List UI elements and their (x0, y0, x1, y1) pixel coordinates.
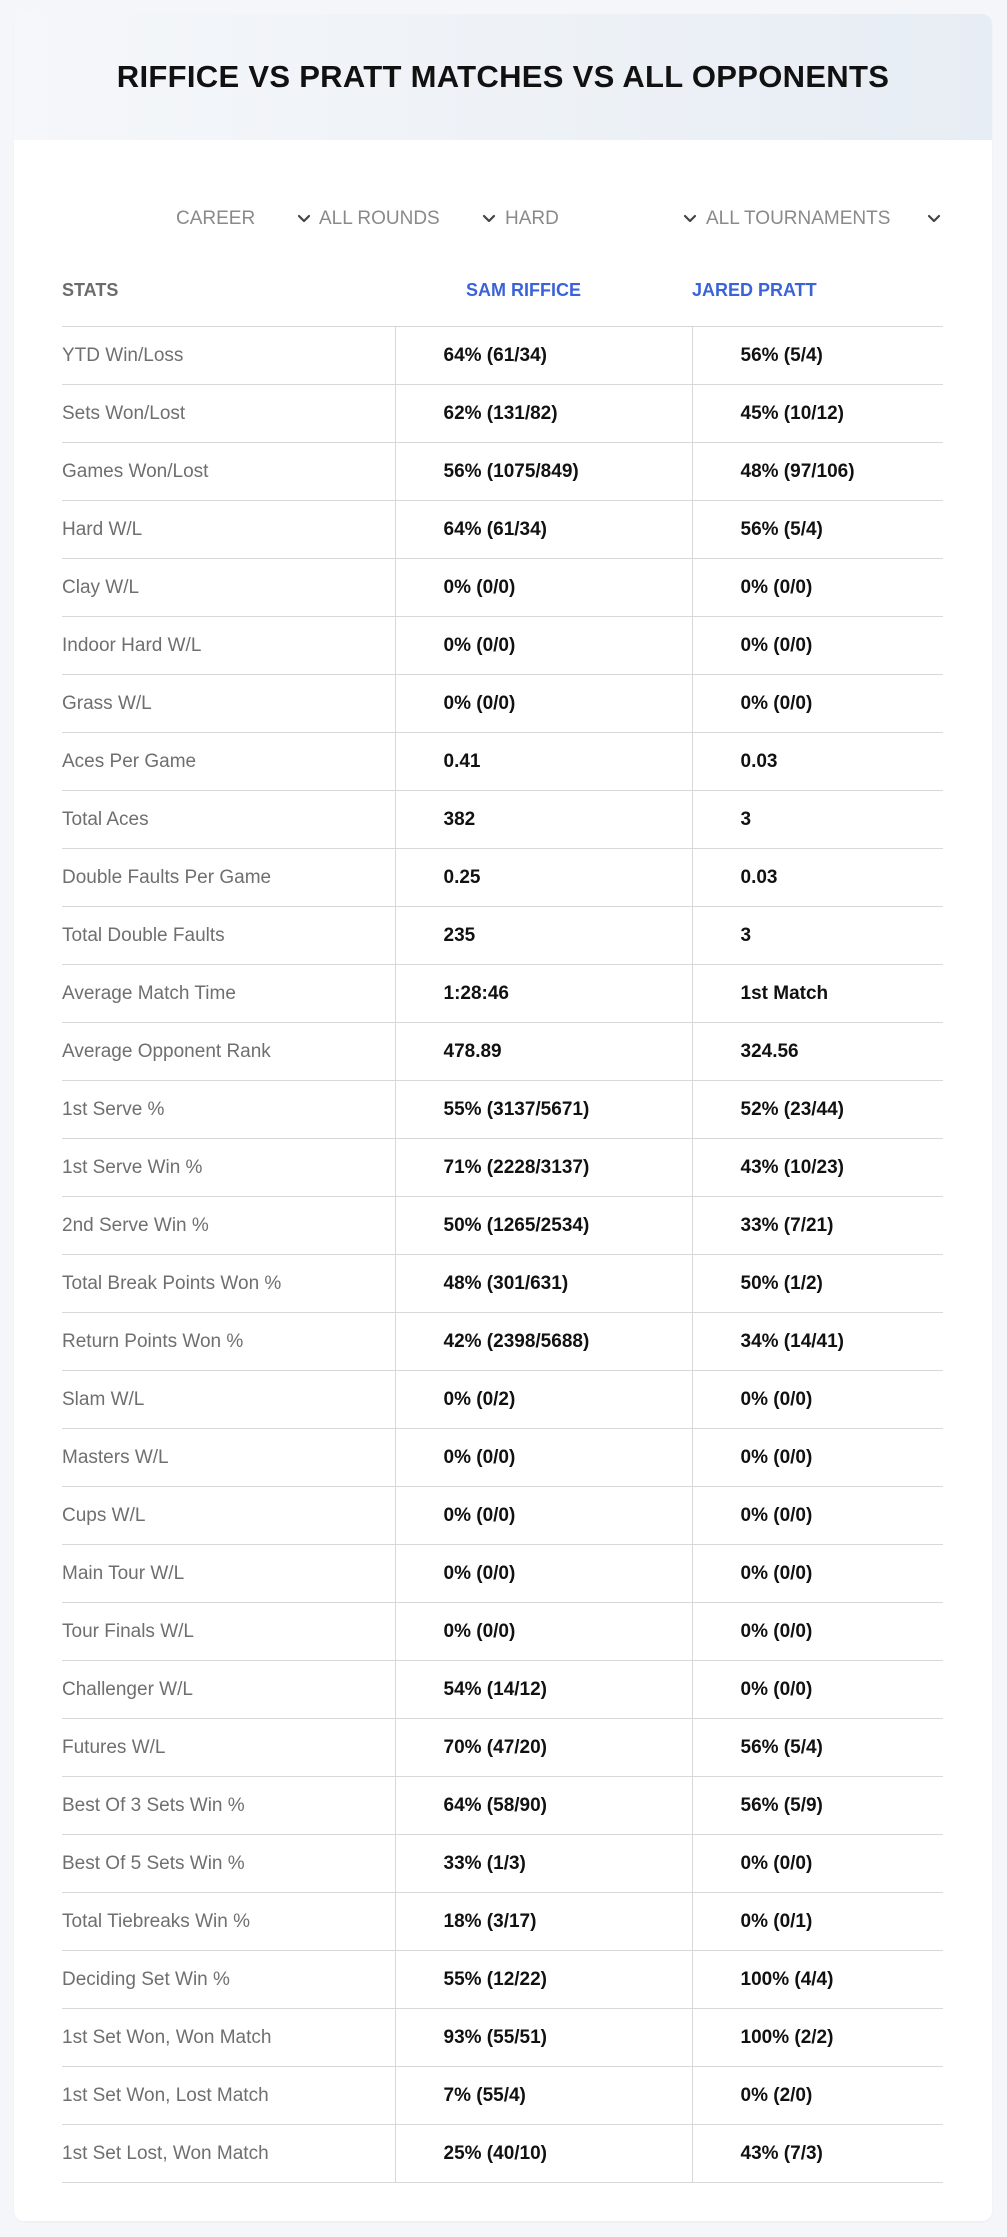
stat-label: Sets Won/Lost (62, 385, 395, 443)
table-row (62, 327, 943, 385)
player-2-value: 1st Match (692, 965, 943, 1023)
stat-label: Return Points Won % (62, 1313, 395, 1371)
table-row (62, 1661, 943, 1719)
player-1-value: 0% (0/2) (395, 1371, 692, 1429)
stat-label: Total Aces (62, 791, 395, 849)
player-1-value: 0.25 (395, 849, 692, 907)
player-1-value: 93% (55/51) (395, 2009, 692, 2067)
stat-label: Masters W/L (62, 1429, 395, 1487)
player-2-value: 100% (4/4) (692, 1951, 943, 2009)
table-row (62, 501, 943, 559)
table-row (62, 1603, 943, 1661)
stat-label: Clay W/L (62, 559, 395, 617)
player-2-value: 34% (14/41) (692, 1313, 943, 1371)
stat-label: Main Tour W/L (62, 1545, 395, 1603)
player-2-value: 0% (0/0) (692, 675, 943, 733)
player-1-value: 62% (131/82) (395, 385, 692, 443)
stat-label: Indoor Hard W/L (62, 617, 395, 675)
table-row (62, 733, 943, 791)
player-2-value: 0% (0/0) (692, 1487, 943, 1545)
stat-label: Total Double Faults (62, 907, 395, 965)
table-row (62, 1371, 943, 1429)
stats-table-body (62, 327, 943, 2183)
column-header-stats: STATS (62, 254, 395, 327)
player-1-value: 50% (1265/2534) (395, 1197, 692, 1255)
table-row (62, 1893, 943, 1951)
player-1-value: 55% (12/22) (395, 1951, 692, 2009)
player-2-value: 0% (0/1) (692, 1893, 943, 1951)
table-row (62, 1081, 943, 1139)
table-row (62, 2009, 943, 2067)
table-row (62, 1487, 943, 1545)
stat-label: Average Opponent Rank (62, 1023, 395, 1081)
stat-label: Aces Per Game (62, 733, 395, 791)
player-2-value: 0.03 (692, 849, 943, 907)
table-row (62, 675, 943, 733)
player-2-value: 50% (1/2) (692, 1255, 943, 1313)
stat-label: Hard W/L (62, 501, 395, 559)
table-row (62, 1139, 943, 1197)
player-1-value: 0% (0/0) (395, 675, 692, 733)
player-2-value: 100% (2/2) (692, 2009, 943, 2067)
stat-label: Double Faults Per Game (62, 849, 395, 907)
player-1-value: 33% (1/3) (395, 1835, 692, 1893)
filter-round-select[interactable] (319, 204, 497, 234)
table-row (62, 965, 943, 1023)
table-row (62, 1777, 943, 1835)
player-2-value: 0% (2/0) (692, 2067, 943, 2125)
player-2-value: 48% (97/106) (692, 443, 943, 501)
player-2-value: 0% (0/0) (692, 1545, 943, 1603)
stat-label: Futures W/L (62, 1719, 395, 1777)
player-2-value: 56% (5/4) (692, 1719, 943, 1777)
filter-round-value: ALL ROUNDS (319, 208, 440, 229)
player-2-value: 0.03 (692, 733, 943, 791)
player-1-value: 0% (0/0) (395, 1487, 692, 1545)
stat-label: 1st Serve Win % (62, 1139, 395, 1197)
player-1-value: 0% (0/0) (395, 559, 692, 617)
stat-label: Tour Finals W/L (62, 1603, 395, 1661)
player-2-value: 0% (0/0) (692, 1835, 943, 1893)
player-2-value: 3 (692, 907, 943, 965)
table-row (62, 617, 943, 675)
player-1-value: 382 (395, 791, 692, 849)
player-1-value: 42% (2398/5688) (395, 1313, 692, 1371)
stat-label: Challenger W/L (62, 1661, 395, 1719)
player-1-value: 7% (55/4) (395, 2067, 692, 2125)
filter-bar (14, 204, 992, 234)
chevron-down-icon (682, 211, 698, 227)
player-2-value: 0% (0/0) (692, 559, 943, 617)
player-2-value: 43% (7/3) (692, 2125, 943, 2183)
player-1-value: 0% (0/0) (395, 1603, 692, 1661)
player-1-value: 54% (14/12) (395, 1661, 692, 1719)
player-2-value: 33% (7/21) (692, 1197, 943, 1255)
player-1-value: 0% (0/0) (395, 617, 692, 675)
table-row (62, 1197, 943, 1255)
stat-label: 1st Serve % (62, 1081, 395, 1139)
player-1-value: 25% (40/10) (395, 2125, 692, 2183)
table-row (62, 2125, 943, 2183)
table-row (62, 1313, 943, 1371)
table-row (62, 1023, 943, 1081)
stat-label: 1st Set Won, Won Match (62, 2009, 395, 2067)
stat-label: 1st Set Won, Lost Match (62, 2067, 395, 2125)
filter-surface-value: HARD (505, 208, 559, 229)
filter-period-select[interactable] (176, 204, 312, 234)
table-row (62, 849, 943, 907)
column-header-player-2[interactable]: JARED PRATT (692, 254, 943, 327)
page-title: RIFFICE VS PRATT MATCHES VS ALL OPPONENTS (116, 59, 890, 94)
table-row (62, 1255, 943, 1313)
player-2-value: 56% (5/9) (692, 1777, 943, 1835)
stats-table (62, 254, 943, 2183)
stat-label: Games Won/Lost (62, 443, 395, 501)
player-1-value: 0% (0/0) (395, 1545, 692, 1603)
table-row (62, 1429, 943, 1487)
player-1-value: 478.89 (395, 1023, 692, 1081)
column-header-player-1[interactable]: SAM RIFFICE (395, 254, 692, 327)
stat-label: Total Tiebreaks Win % (62, 1893, 395, 1951)
card-header (14, 14, 992, 140)
stats-card (14, 14, 992, 2221)
stat-label: Deciding Set Win % (62, 1951, 395, 2009)
player-2-value: 0% (0/0) (692, 1661, 943, 1719)
table-row (62, 1835, 943, 1893)
stat-label: 2nd Serve Win % (62, 1197, 395, 1255)
player-1-value: 64% (61/34) (395, 501, 692, 559)
table-row (62, 1545, 943, 1603)
chevron-down-icon (481, 211, 497, 227)
chevron-down-icon (926, 211, 942, 227)
player-2-value: 3 (692, 791, 943, 849)
table-row (62, 443, 943, 501)
player-1-value: 55% (3137/5671) (395, 1081, 692, 1139)
stat-label: Slam W/L (62, 1371, 395, 1429)
stat-label: Best Of 3 Sets Win % (62, 1777, 395, 1835)
player-2-value: 56% (5/4) (692, 327, 943, 385)
player-2-value: 52% (23/44) (692, 1081, 943, 1139)
player-1-value: 1:28:46 (395, 965, 692, 1023)
player-2-value: 45% (10/12) (692, 385, 943, 443)
table-row (62, 1719, 943, 1777)
player-1-value: 48% (301/631) (395, 1255, 692, 1313)
player-1-value: 0% (0/0) (395, 1429, 692, 1487)
filter-surface-select[interactable] (505, 204, 698, 234)
stat-label: Average Match Time (62, 965, 395, 1023)
stat-label: Cups W/L (62, 1487, 395, 1545)
table-header-row (62, 254, 943, 327)
player-1-value: 70% (47/20) (395, 1719, 692, 1777)
player-1-value: 18% (3/17) (395, 1893, 692, 1951)
player-2-value: 0% (0/0) (692, 1429, 943, 1487)
player-1-value: 56% (1075/849) (395, 443, 692, 501)
player-2-value: 0% (0/0) (692, 617, 943, 675)
chevron-down-icon (296, 211, 312, 227)
player-1-value: 64% (58/90) (395, 1777, 692, 1835)
filter-period-value: CAREER (176, 208, 256, 229)
filter-tournament-value: ALL TOURNAMENTS (706, 208, 891, 229)
player-2-value: 0% (0/0) (692, 1603, 943, 1661)
table-row (62, 791, 943, 849)
table-row (62, 907, 943, 965)
player-1-value: 64% (61/34) (395, 327, 692, 385)
player-1-value: 71% (2228/3137) (395, 1139, 692, 1197)
player-2-value: 43% (10/23) (692, 1139, 943, 1197)
stat-label: Total Break Points Won % (62, 1255, 395, 1313)
player-2-value: 0% (0/0) (692, 1371, 943, 1429)
table-row (62, 2067, 943, 2125)
stat-label: YTD Win/Loss (62, 327, 395, 385)
player-2-value: 56% (5/4) (692, 501, 943, 559)
table-row (62, 559, 943, 617)
stat-label: Grass W/L (62, 675, 395, 733)
player-2-value: 324.56 (692, 1023, 943, 1081)
filter-tournament-select[interactable] (706, 204, 942, 234)
table-row (62, 385, 943, 443)
player-1-value: 235 (395, 907, 692, 965)
player-1-value: 0.41 (395, 733, 692, 791)
table-row (62, 1951, 943, 2009)
stat-label: Best Of 5 Sets Win % (62, 1835, 395, 1893)
stat-label: 1st Set Lost, Won Match (62, 2125, 395, 2183)
